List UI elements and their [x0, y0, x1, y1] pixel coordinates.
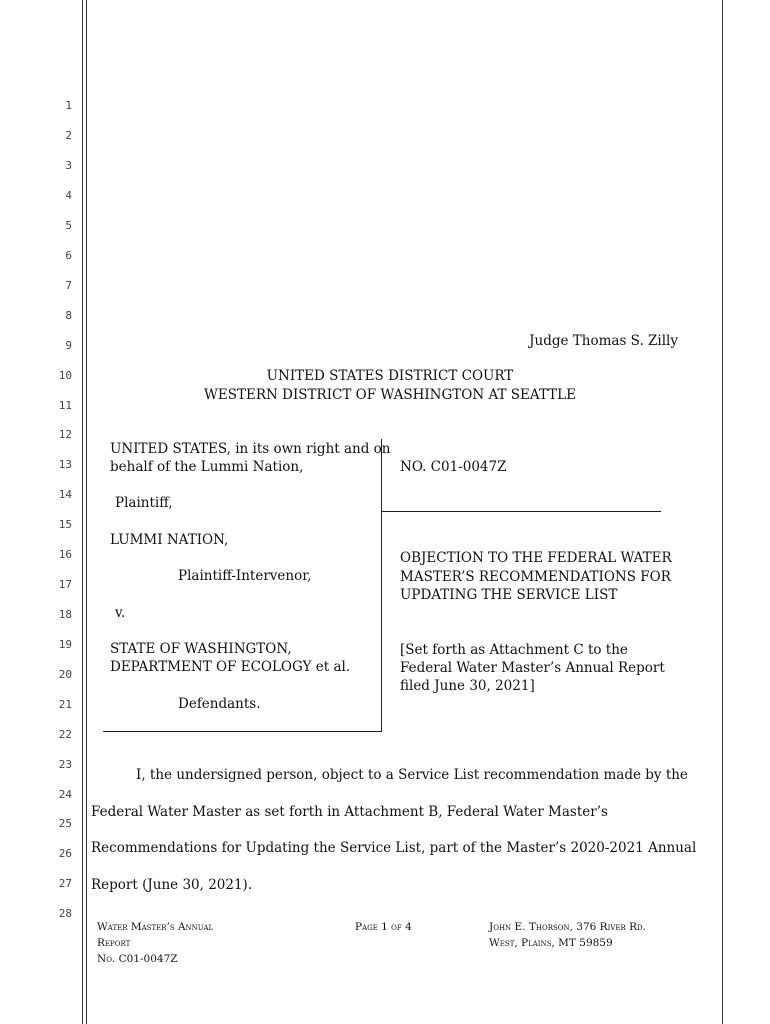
defendant-line-1: STATE OF WASHINGTON,: [110, 641, 292, 657]
versus: v.: [115, 605, 126, 621]
plaintiff-line-2: behalf of the Lummi Nation,: [110, 459, 304, 475]
right-margin-rule: [722, 0, 723, 1024]
left-margin-rule-inner: [86, 0, 87, 1024]
intervenor-name: LUMMI NATION,: [110, 532, 229, 548]
court-name-line-1: UNITED STATES DISTRICT COURT: [266, 368, 514, 384]
judge-name: Judge Thomas S. Zilly: [529, 333, 678, 349]
plaintiff-role: Plaintiff,: [115, 495, 173, 511]
intervenor-role: Plaintiff-Intervenor,: [178, 568, 312, 584]
footer-left: [97, 919, 213, 967]
caption-bottom-rule: [103, 731, 382, 732]
line-number: 19: [58, 638, 72, 651]
line-number: 12: [58, 428, 72, 441]
line-number: 17: [58, 578, 72, 591]
filing-note-line-2: Federal Water Master’s Annual Report: [400, 660, 665, 676]
case-number-rule: [381, 511, 661, 512]
footer-doc-title-line-2: Report: [97, 937, 131, 949]
line-number: 11: [58, 399, 72, 412]
line-number: 10: [58, 369, 72, 382]
document-title-line-1: OBJECTION TO THE FEDERAL WATER: [400, 550, 672, 566]
line-number: 28: [58, 907, 72, 920]
body-line-2: Federal Water Master as set forth in Attachment B, Federal Water Master’s: [91, 804, 608, 820]
line-number: 6: [65, 249, 72, 262]
line-number: 14: [58, 488, 72, 501]
line-number: 21: [58, 698, 72, 711]
line-number: 4: [65, 189, 72, 202]
filing-note-line-1: [Set forth as Attachment C to the: [400, 642, 628, 658]
footer-doc-title-line-1: Water Master’s Annual: [97, 921, 214, 933]
line-number: 8: [65, 309, 72, 322]
left-margin-rule-outer: [82, 0, 83, 1024]
court-name-line-2: WESTERN DISTRICT OF WASHINGTON AT SEATTLE: [204, 387, 576, 403]
filing-note-line-3: filed June 30, 2021]: [400, 678, 535, 694]
line-number: 24: [58, 788, 72, 801]
plaintiff-line-1: UNITED STATES, in its own right and on: [110, 441, 391, 457]
document-title-line-3: UPDATING THE SERVICE LIST: [400, 587, 618, 603]
defendant-role: Defendants.: [178, 696, 261, 712]
line-number: 2: [65, 129, 72, 142]
footer-author-line-1: John E. Thorson, 376 River Rd.: [489, 921, 646, 933]
line-number: 5: [65, 219, 72, 232]
caption-divider-vertical: [381, 439, 382, 732]
body-line-3: Recommendations for Updating the Service List, part of the Master’s 2020-2021 Annual: [91, 840, 697, 856]
footer-right: [489, 919, 646, 951]
line-number: 27: [58, 877, 72, 890]
line-number: 18: [58, 608, 72, 621]
body-line-1: I, the undersigned person, object to a Service List recommendation made by the: [136, 767, 688, 783]
body-line-4: Report (June 30, 2021).: [91, 877, 253, 893]
case-number: NO. C01-0047Z: [400, 459, 507, 475]
line-number: 25: [58, 817, 72, 830]
line-number: 9: [65, 339, 72, 352]
line-number: 26: [58, 847, 72, 860]
line-number: 13: [58, 458, 72, 471]
line-number: 3: [65, 159, 72, 172]
defendant-line-2: DEPARTMENT OF ECOLOGY et al.: [110, 659, 351, 675]
footer-author-line-2: West, Plains, MT 59859: [489, 937, 613, 949]
footer-case-number: No. C01-0047Z: [97, 953, 178, 965]
line-number: 23: [58, 758, 72, 771]
footer-page-number: Page 1 of 4: [355, 921, 412, 933]
line-number: 20: [58, 668, 72, 681]
line-number: 15: [58, 518, 72, 531]
line-number: 16: [58, 548, 72, 561]
line-number: 22: [58, 728, 72, 741]
line-number: 7: [65, 279, 72, 292]
line-number: 1: [65, 99, 72, 112]
document-title-line-2: MASTER’S RECOMMENDATIONS FOR: [400, 569, 671, 585]
